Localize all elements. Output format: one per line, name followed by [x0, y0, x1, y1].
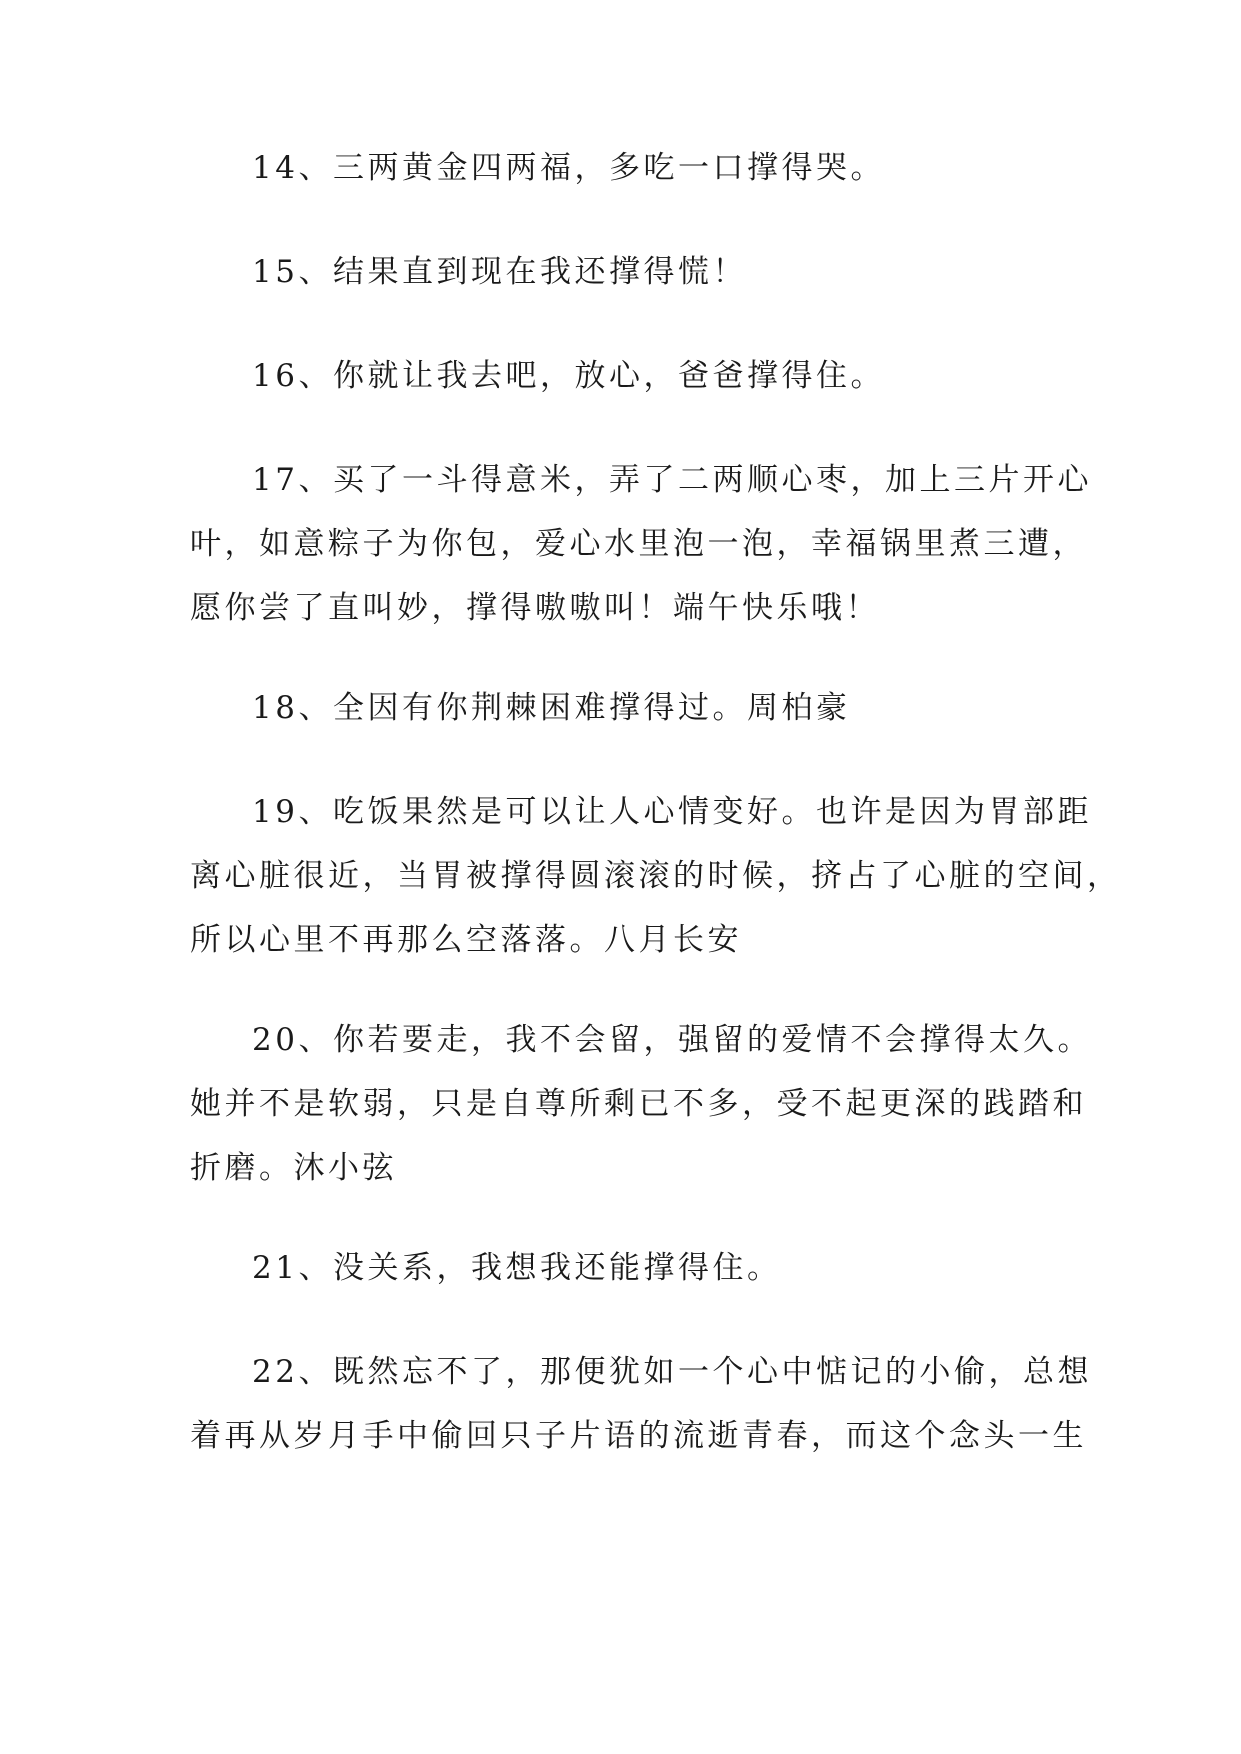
paragraph-21 — [190, 1236, 1060, 1300]
paragraph-line: 17、买了一斗得意米，弄了二两顺心枣，加上三片开心 — [252, 462, 1092, 498]
paragraph-line: 14、三两黄金四两福，多吃一口撑得哭。 — [252, 150, 885, 186]
paragraph-line: 21、没关系，我想我还能撑得住。 — [252, 1250, 782, 1286]
paragraph-line: 所以心里不再那么空落落。八月长安 — [190, 922, 742, 958]
paragraph-line: 22、既然忘不了，那便犹如一个心中惦记的小偷，总想 — [252, 1354, 1092, 1390]
paragraph-line: 15、结果直到现在我还撑得慌！ — [252, 254, 747, 290]
paragraph-line: 16、你就让我去吧，放心，爸爸撑得住。 — [252, 358, 885, 394]
paragraph-line: 着再从岁月手中偷回只子片语的流逝青春，而这个念头一生 — [190, 1418, 1087, 1454]
paragraph-20 — [190, 1008, 1092, 1200]
paragraph-line: 折磨。沐小弦 — [190, 1150, 397, 1186]
paragraph-15 — [190, 240, 1060, 304]
paragraph-line: 20、你若要走，我不会留，强留的爱情不会撑得太久。 — [252, 1022, 1092, 1058]
paragraph-line: 她并不是软弱，只是自尊所剩已不多，受不起更深的践踏和 — [190, 1086, 1087, 1122]
paragraph-16 — [190, 344, 1060, 408]
paragraph-line: 18、全因有你荆棘困难撑得过。周柏豪 — [252, 690, 851, 726]
paragraph-18 — [190, 676, 1060, 740]
paragraph-line: 19、吃饭果然是可以让人心情变好。也许是因为胃部距 — [252, 794, 1092, 830]
paragraph-22 — [190, 1340, 1092, 1468]
paragraph-line: 离心脏很近，当胃被撑得圆滚滚的时候，挤占了心脏的空间， — [190, 858, 1122, 894]
paragraph-line: 叶，如意粽子为你包，爱心水里泡一泡，幸福锅里煮三遭， — [190, 526, 1087, 562]
paragraph-19 — [190, 780, 1122, 972]
paragraph-14 — [190, 136, 1060, 200]
paragraph-line: 愿你尝了直叫妙，撑得嗷嗷叫！端午快乐哦！ — [190, 590, 880, 626]
paragraph-17 — [190, 448, 1092, 640]
